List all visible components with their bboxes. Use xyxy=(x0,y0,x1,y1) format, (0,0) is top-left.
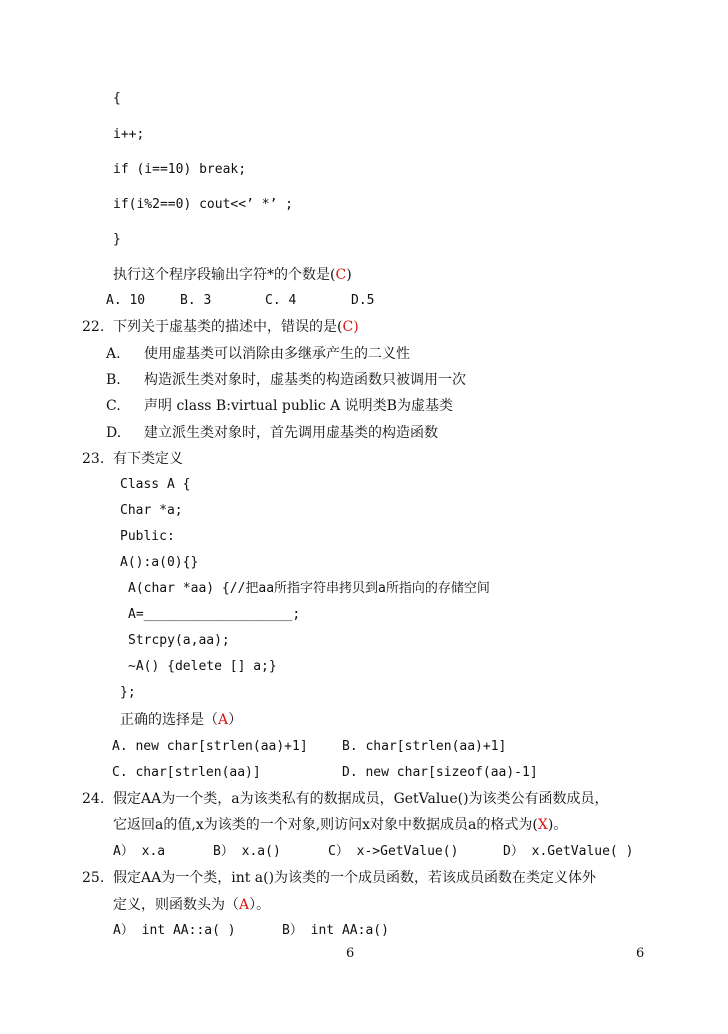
q24-line1: 假定AA为一个类，a为该类私有的数据成员，GetValue()为该类公有函数成员， xyxy=(113,791,609,807)
q24-line2: 它返回a的值,x为该类的一个对象,则访问x对象中数据成员a的格式为(X)。 xyxy=(113,817,568,833)
q24-option-a: A） x.a xyxy=(113,844,166,859)
q23-code-line: ~A() {delete [] a;} xyxy=(128,659,277,674)
q22-option-letter: D. xyxy=(106,425,122,441)
q23-code-line: Char *a; xyxy=(120,503,183,518)
q23-option-d: D. new char[sizeof(aa)-1] xyxy=(342,765,538,780)
q22-option-text: 声明 class B:virtual public A 说明类B为虚基类 xyxy=(144,398,453,414)
q23-code-line: }; xyxy=(120,685,136,700)
q23-code-line: A=___________________; xyxy=(128,607,301,622)
q21-option-a: A. 10 xyxy=(106,293,146,308)
q23-code-line: Class A { xyxy=(120,477,191,492)
page-number-center: 6 xyxy=(346,946,355,961)
q23-code-line: A():a(0){} xyxy=(120,555,199,570)
q23-code-line: Strcpy(a,aa); xyxy=(128,633,230,648)
code-line: } xyxy=(113,232,121,247)
q22-option-letter: C. xyxy=(106,398,121,414)
q25-line2: 定义，则函数头为（A）。 xyxy=(113,897,271,913)
q23-option-a: A. new char[strlen(aa)+1] xyxy=(112,739,308,754)
q22-stem: 下列关于虚基类的描述中，错误的是(C) xyxy=(113,319,359,335)
q23-code-line: A(char *aa) {//把aa所指字符串拷贝到a所指向的存储空间 xyxy=(128,581,490,596)
q22-option-letter: B. xyxy=(106,372,121,388)
q23-option-b: B. char[strlen(aa)+1] xyxy=(342,739,507,754)
q24-number: 24. xyxy=(82,791,105,807)
q24-option-c: C） x->GetValue() xyxy=(328,844,459,859)
q25-option-a: A） int AA::a( ) xyxy=(113,923,236,938)
q23-stem: 有下类定义 xyxy=(113,451,183,467)
q22-option-letter: A. xyxy=(106,346,121,362)
q24-option-d: D） x.GetValue( ) xyxy=(503,844,634,859)
page-number-right: 6 xyxy=(636,946,645,961)
q22-answer: C xyxy=(342,319,354,335)
q21-answer: C xyxy=(335,267,347,283)
q21-option-d: D.5 xyxy=(351,293,375,308)
q23-prompt: 正确的选择是（A） xyxy=(120,712,243,728)
q23-option-c: C. char[strlen(aa)] xyxy=(112,765,261,780)
q22-option-text: 使用虚基类可以消除由多继承产生的二义性 xyxy=(144,346,410,362)
q22-option-text: 建立派生类对象时，首先调用虚基类的构造函数 xyxy=(144,425,438,441)
q21-option-b: B. 3 xyxy=(180,293,212,308)
q23-code-line: Public: xyxy=(120,529,175,544)
q25-line1: 假定AA为一个类，int a()为该类的一个成员函数，若该成员函数在类定义体外 xyxy=(113,870,597,886)
code-line: if(i%2==0) cout<<’ *’ ; xyxy=(113,197,294,212)
q22-number: 22. xyxy=(82,319,105,335)
q23-number: 23. xyxy=(82,451,105,467)
q25-answer: A xyxy=(239,897,250,913)
q25-number: 25. xyxy=(82,870,105,886)
q23-answer: A xyxy=(218,712,229,728)
code-line: if (i==10) break; xyxy=(113,162,247,177)
code-line: { xyxy=(113,91,121,106)
q22-option-text: 构造派生类对象时，虚基类的构造函数只被调用一次 xyxy=(144,372,466,388)
q24-answer: X xyxy=(537,817,548,833)
q25-option-b: B） int AA:a() xyxy=(282,923,389,938)
q24-option-b: B） x.a() xyxy=(213,844,281,859)
code-line: i++; xyxy=(113,127,145,142)
q21-option-c: C. 4 xyxy=(265,293,297,308)
q21-prompt: 执行这个程序段输出字符*的个数是(C) xyxy=(113,267,352,283)
